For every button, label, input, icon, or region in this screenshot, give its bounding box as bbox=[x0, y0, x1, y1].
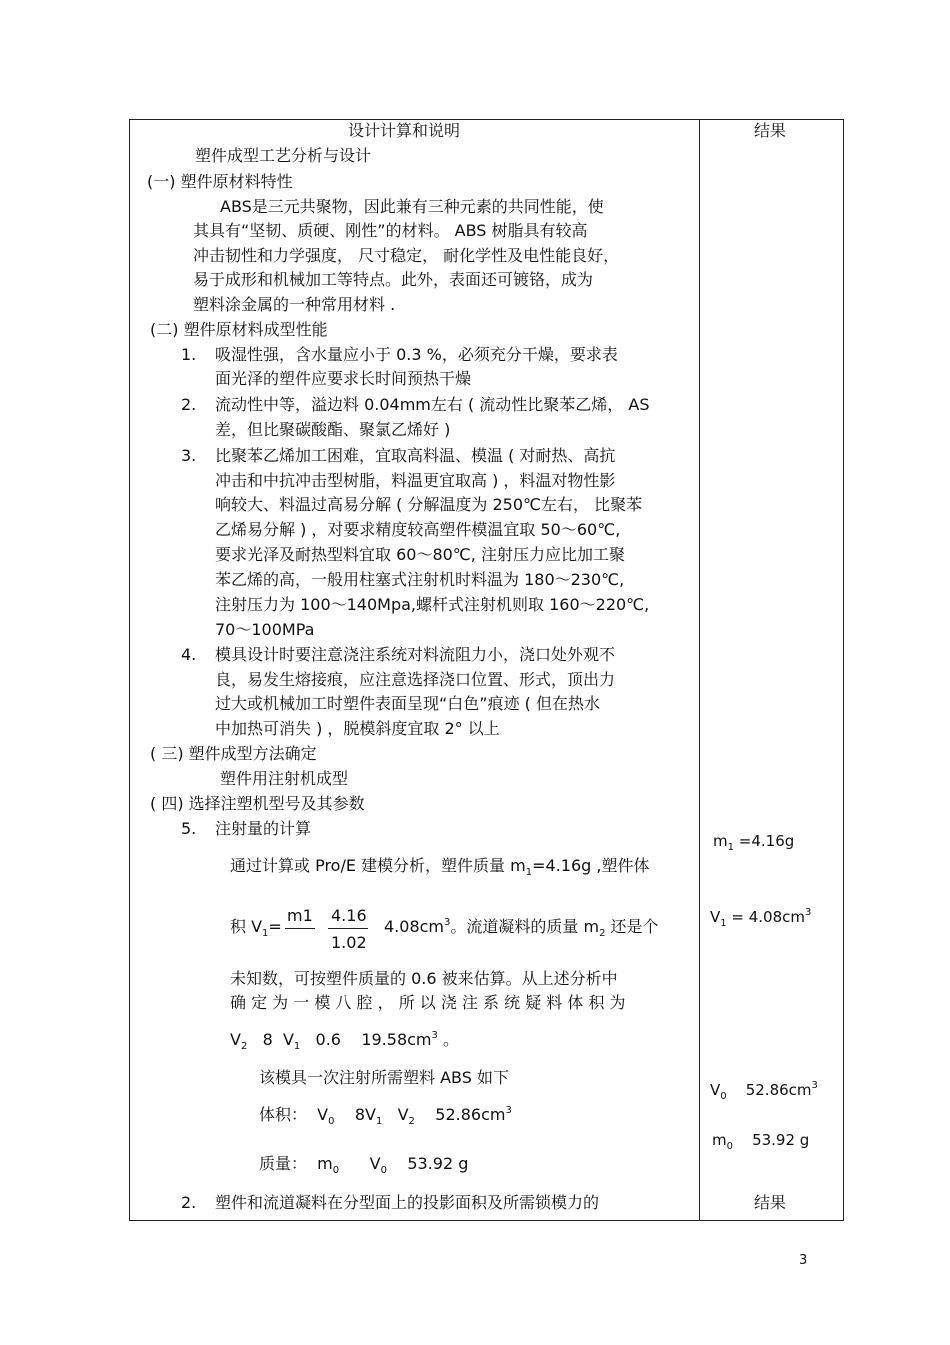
s1-line: 其具有“坚韧、质硬、刚性”的材料。 ABS 树脂具有较高 bbox=[193, 221, 588, 240]
s4-volume-formula: 体积： $V_0$ $8V_1$ $V_2$ $52.86cm^3$ bbox=[259, 1105, 512, 1127]
s4-heading: ( 四) 选择注塑机型号及其参数 bbox=[150, 794, 365, 813]
last-item-text: 塑件和流道凝料在分型面上的投影面积及所需锁模力的 bbox=[215, 1193, 600, 1212]
s4-item-num: 5. bbox=[181, 819, 197, 838]
s1-line: 易于成形和机械加工等特点。此外，表面还可镀铬，成为 bbox=[193, 270, 594, 289]
column-divider bbox=[699, 119, 700, 1221]
s4-paragraph: 未知数，可按塑件质量的 0.6 被来估算。从上述分析中 bbox=[230, 969, 618, 988]
s2-item-line: 吸湿性强，含水量应小于 0.3 %，必须充分干燥，要求表 bbox=[215, 345, 618, 364]
s2-item-line: 冲击和中抗冲击型树脂，料温更宜取高 ) ，料温对物性影 bbox=[215, 471, 616, 490]
result-m1: $m_1 =4.16g$ bbox=[713, 832, 795, 853]
s4-formula-v2: $V_2$ 8 $V_1$ 0.6 $19.58cm^3$ 。 bbox=[230, 1030, 459, 1052]
s1-line: 冲击韧性和力学强度， 尺寸稳定， 耐化学性及电性能良好， bbox=[193, 246, 620, 265]
frac1-numerator: m1 bbox=[287, 906, 313, 925]
s2-item-line: 过大或机械加工时塑件表面呈现“白色”痕迹 ( 但在热水 bbox=[215, 694, 600, 713]
s4-item-title: 注射量的计算 bbox=[215, 819, 312, 838]
s4-paragraph: 通过计算或 Pro/E 建模分析，塑件质量 $m_1=4.16g$ ,塑件体 bbox=[230, 856, 650, 878]
result-v1: $V_1 = 4.08cm^3$ bbox=[710, 907, 812, 929]
s3-heading: ( 三) 塑件成型方法确定 bbox=[150, 744, 317, 763]
section-title: 塑件成型工艺分析与设计 bbox=[195, 146, 372, 165]
s2-item-num: 1. bbox=[181, 345, 197, 364]
s2-heading: (二) 塑件原材料成型性能 bbox=[150, 320, 328, 339]
s1-heading: (一) 塑件原材料特性 bbox=[147, 172, 293, 191]
frac2-numerator: 4.16 bbox=[331, 906, 367, 925]
s2-item-line: 良，易发生熔接痕，应注意选择浇口位置、形式，顶出力 bbox=[215, 670, 616, 689]
s2-item-line: 中加热可消失 ) ，脱模斜度宜取 2° 以上 bbox=[215, 719, 500, 738]
s1-line: ABS是三元共聚物，因此兼有三种元素的共同性能，使 bbox=[220, 197, 604, 216]
s2-item-line: 比聚苯乙烯加工困难，宜取高料温、模温 ( 对耐热、高抗 bbox=[215, 446, 616, 465]
frac1-line bbox=[285, 928, 315, 929]
s1-line: 塑料涂金属的一种常用材料 . bbox=[193, 295, 396, 314]
result-m0: $m_0$ 53.92 g bbox=[712, 1131, 810, 1152]
s2-item-line: 面光泽的塑件应要求长时间预热干燥 bbox=[215, 369, 472, 388]
s2-item-line: 注射压力为 100～140Mpa,螺杆式注射机则取 160～220℃, bbox=[215, 595, 650, 614]
s2-item-num: 2. bbox=[181, 395, 197, 414]
header-right: 结果 bbox=[754, 121, 787, 140]
s4-mass-formula: 质量： $m_0$ $V_0$ 53.92 g bbox=[259, 1154, 469, 1176]
s2-item-line: 流动性中等，溢边料 0.04mm左右 ( 流动性比聚苯乙烯， AS bbox=[215, 395, 650, 414]
s4-formula-v1-label: 积 $V_1=$ bbox=[230, 917, 282, 939]
result-v0: $V_0$ $52.86cm^3$ bbox=[710, 1080, 818, 1102]
header-left: 设计计算和说明 bbox=[348, 121, 461, 140]
last-item-num: 2. bbox=[181, 1193, 197, 1212]
frac2-denominator: 1.02 bbox=[331, 933, 367, 952]
s2-item-num: 4. bbox=[181, 645, 197, 664]
s3-line: 塑件用注射机成型 bbox=[220, 769, 349, 788]
s2-item-line: 模具设计时要注意浇注系统对料流阻力小，浇口处外观不 bbox=[215, 645, 616, 664]
s2-item-line: 要求光泽及耐热型料宜取 60～80℃, 注射压力应比加工聚 bbox=[215, 545, 625, 564]
s2-item-line: 乙烯易分解 ) ，对要求精度较高塑件模温宜取 50～60℃, bbox=[215, 520, 621, 539]
frac2-line bbox=[328, 928, 368, 929]
s4-formula-v1-rest: $4.08cm^3$。流道凝料的质量 $m_2$ 还是个 bbox=[384, 917, 659, 939]
s2-item-num: 3. bbox=[181, 446, 197, 465]
s4-paragraph: 该模具一次注射所需塑料 ABS 如下 bbox=[259, 1068, 509, 1087]
s4-paragraph: 确 定 为 一 模 八 腔 ， 所 以 浇 注 系 统 疑 料 体 积 为 bbox=[230, 993, 626, 1012]
s2-item-line: 差，但比聚碳酸酯、聚氯乙烯好 ) bbox=[215, 420, 451, 439]
s2-item-line: 苯乙烯的高，一般用柱塞式注射机时料温为 180～230℃, bbox=[215, 570, 625, 589]
page-number: 3 bbox=[799, 1253, 808, 1268]
last-item-result-label: 结果 bbox=[754, 1193, 787, 1212]
s2-item-line: 响较大、料温过高易分解 ( 分解温度为 250℃左右， 比聚苯 bbox=[215, 495, 643, 514]
s2-item-line: 70～100MPa bbox=[215, 620, 315, 639]
